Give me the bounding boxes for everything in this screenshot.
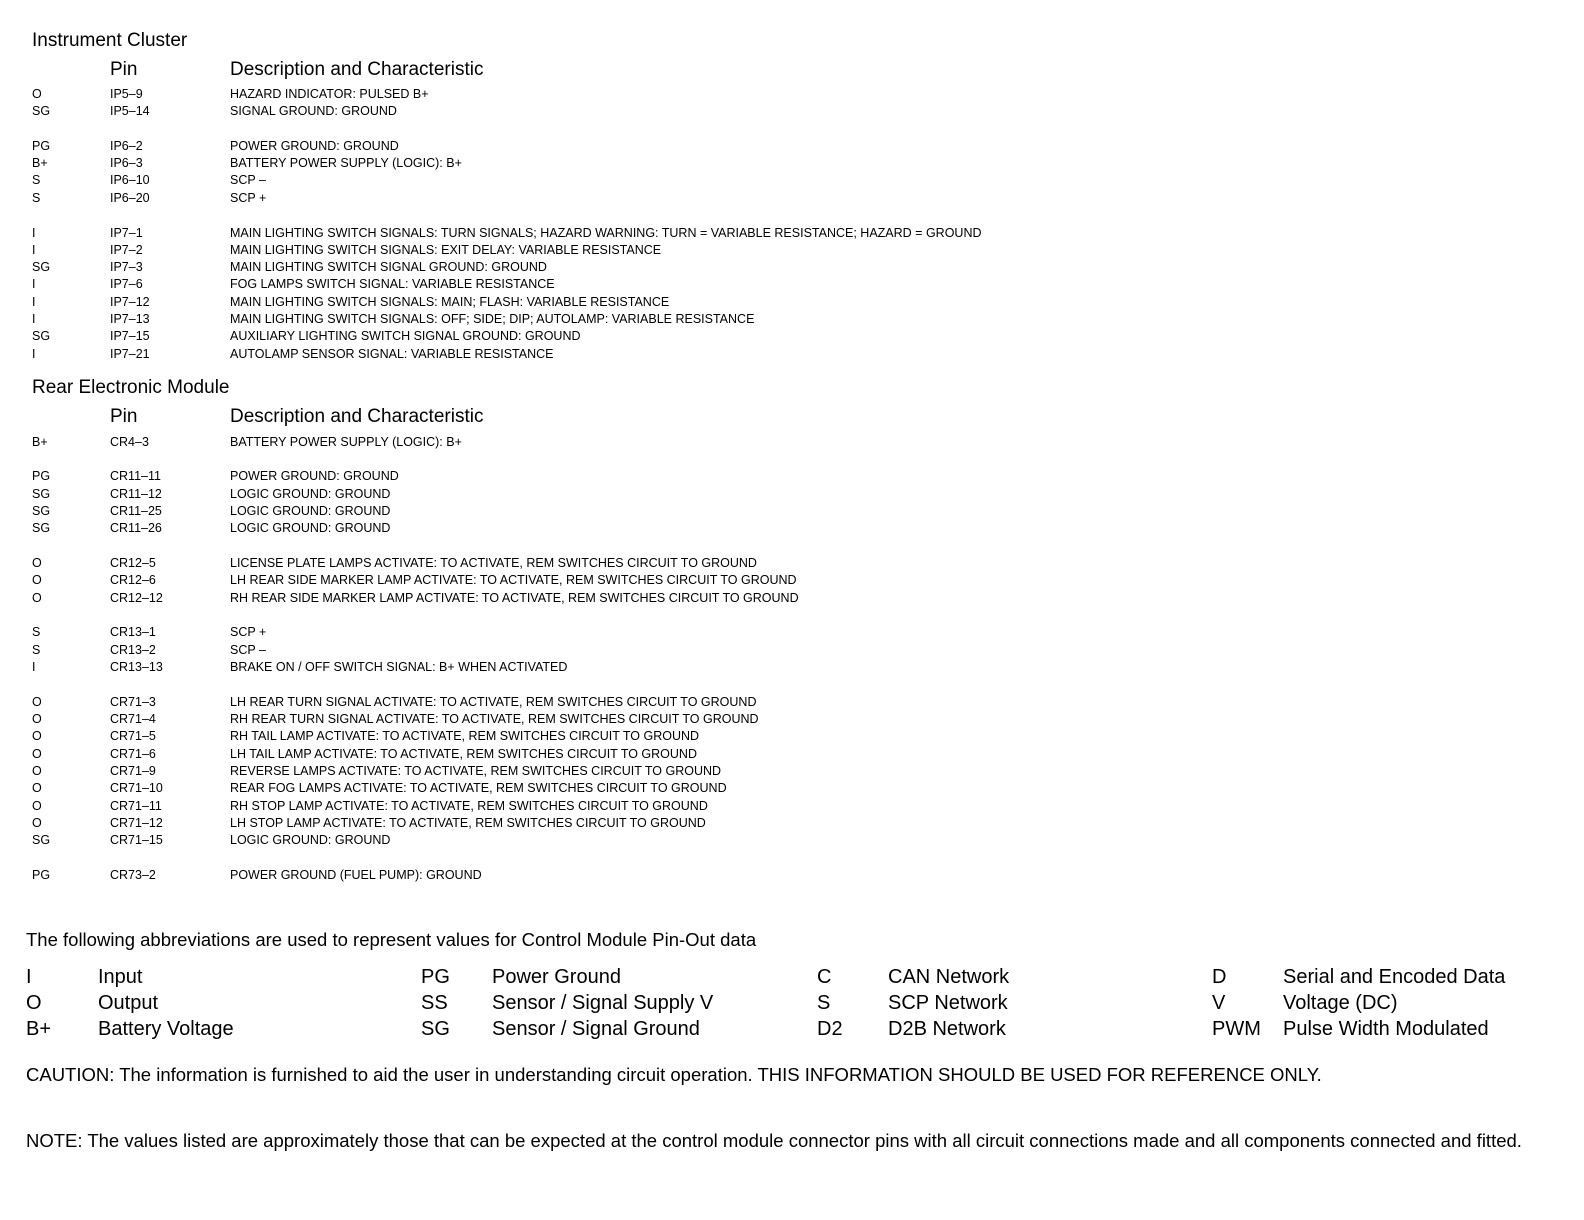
table-row	[0, 468, 1584, 485]
table-row	[0, 642, 1584, 659]
table-row	[0, 590, 1584, 607]
pin-description: HAZARD INDICATOR: PULSED B+	[230, 87, 429, 101]
pin-id: IP7–15	[110, 329, 150, 343]
signal-type: S	[32, 625, 41, 639]
abbreviation-code: D	[1212, 966, 1227, 988]
table-row	[0, 225, 1584, 242]
pin-description: POWER GROUND (FUEL PUMP): GROUND	[230, 868, 482, 882]
table-row	[0, 294, 1584, 311]
abbreviation-code: O	[26, 992, 42, 1014]
pin-id: CR71–10	[110, 781, 163, 795]
signal-type: I	[32, 347, 36, 361]
signal-type: PG	[32, 868, 51, 882]
pin-id: IP6–20	[110, 191, 150, 205]
abbreviations-intro: The following abbreviations are used to represent values for Control Module Pin-Out data	[26, 929, 757, 950]
table-row	[0, 572, 1584, 589]
pin-id: IP7–6	[110, 277, 143, 291]
pin-id: CR73–2	[110, 868, 156, 882]
table-row	[0, 555, 1584, 572]
pin-description: RH TAIL LAMP ACTIVATE: TO ACTIVATE, REM SWITCHES CIRCUIT TO GROUND	[230, 729, 700, 743]
signal-type: B+	[32, 435, 48, 449]
signal-type: B+	[32, 156, 48, 170]
abbreviation-code: V	[1212, 992, 1226, 1014]
signal-type: I	[32, 295, 36, 309]
signal-type: SG	[32, 833, 51, 847]
table-row	[0, 798, 1584, 815]
abbreviation-code: B+	[26, 1018, 52, 1040]
table-row	[0, 276, 1584, 293]
table-row	[0, 434, 1584, 451]
abbreviation-code: PG	[421, 966, 450, 988]
pin-id: IP7–2	[110, 243, 143, 257]
pin-description: RH STOP LAMP ACTIVATE: TO ACTIVATE, REM SWITCHES CIRCUIT TO GROUND	[230, 799, 708, 813]
signal-type: SG	[32, 329, 51, 343]
signal-type: SG	[32, 521, 51, 535]
table-row	[0, 711, 1584, 728]
signal-type: I	[32, 660, 36, 674]
pin-id: CR11–11	[110, 469, 161, 483]
abbreviation-code: PWM	[1212, 1018, 1261, 1040]
pin-description: LOGIC GROUND: GROUND	[230, 521, 391, 535]
section-title-instrument-cluster: Instrument Cluster	[32, 30, 188, 51]
pin-id: CR71–15	[110, 833, 163, 847]
signal-type: O	[32, 764, 42, 778]
table-row	[0, 780, 1584, 797]
table-row	[0, 486, 1584, 503]
note-text: NOTE: The values listed are approximately those that can be expected at the control module connector pins with all circuit connections made and all components connected and fitted.	[26, 1130, 1522, 1151]
table-row	[0, 346, 1584, 363]
table-row	[0, 694, 1584, 711]
signal-type: S	[32, 191, 41, 205]
signal-type: O	[32, 781, 42, 795]
table-row	[0, 815, 1584, 832]
abbreviation-meaning: Sensor / Signal Ground	[492, 1018, 700, 1040]
signal-type: SG	[32, 504, 51, 518]
pin-description: MAIN LIGHTING SWITCH SIGNALS: EXIT DELAY: VARIABLE RESISTANCE	[230, 243, 662, 257]
pin-description: LOGIC GROUND: GROUND	[230, 504, 391, 518]
pin-id: CR71–9	[110, 764, 156, 778]
signal-type: I	[32, 243, 36, 257]
caution-text: CAUTION: The information is furnished to aid the user in understanding circuit operation. THIS INFORMATION SHOULD BE USED FOR REFERENCE ONLY.	[26, 1064, 1322, 1085]
pin-id: IP7–12	[110, 295, 150, 309]
pin-description: LOGIC GROUND: GROUND	[230, 487, 391, 501]
table-row	[0, 728, 1584, 745]
abbreviation-meaning: Input	[98, 966, 143, 988]
pin-id: CR71–12	[110, 816, 163, 830]
pin-description: POWER GROUND: GROUND	[230, 139, 399, 153]
pin-description: LH TAIL LAMP ACTIVATE: TO ACTIVATE, REM SWITCHES CIRCUIT TO GROUND	[230, 747, 697, 761]
pin-description: AUXILIARY LIGHTING SWITCH SIGNAL GROUND: GROUND	[230, 329, 581, 343]
pin-id: IP6–10	[110, 173, 150, 187]
table-row	[0, 763, 1584, 780]
table-row	[0, 172, 1584, 189]
signal-type: O	[32, 712, 42, 726]
abbreviation-code: D2	[817, 1018, 843, 1040]
pin-description: MAIN LIGHTING SWITCH SIGNAL GROUND: GROUND	[230, 260, 547, 274]
pin-description: POWER GROUND: GROUND	[230, 469, 399, 483]
pin-id: CR12–5	[110, 556, 156, 570]
signal-type: O	[32, 799, 42, 813]
signal-type: O	[32, 747, 42, 761]
pin-id: CR71–11	[110, 799, 162, 813]
pin-id: IP6–2	[110, 139, 143, 153]
pin-id: IP5–9	[110, 87, 143, 101]
pin-description: REAR FOG LAMPS ACTIVATE: TO ACTIVATE, REM SWITCHES CIRCUIT TO GROUND	[230, 781, 727, 795]
signal-type: SG	[32, 487, 51, 501]
signal-type: O	[32, 87, 42, 101]
table-row	[0, 746, 1584, 763]
table-row	[0, 155, 1584, 172]
pin-description: SIGNAL GROUND: GROUND	[230, 104, 397, 118]
abbreviation-meaning: Serial and Encoded Data	[1283, 966, 1506, 988]
pin-description: SCP +	[230, 191, 267, 205]
pin-description: RH REAR SIDE MARKER LAMP ACTIVATE: TO ACTIVATE, REM SWITCHES CIRCUIT TO GROUND	[230, 591, 799, 605]
table-row	[0, 624, 1584, 641]
abbreviation-meaning: Power Ground	[492, 966, 621, 988]
description-column-header: Description and Characteristic	[230, 406, 484, 427]
table-row	[0, 242, 1584, 259]
signal-type: S	[32, 173, 41, 187]
pin-description: MAIN LIGHTING SWITCH SIGNALS: OFF; SIDE; DIP; AUTOLAMP: VARIABLE RESISTANCE	[230, 312, 755, 326]
abbreviation-meaning: CAN Network	[888, 966, 1010, 988]
signal-type: O	[32, 556, 42, 570]
pin-description: REVERSE LAMPS ACTIVATE: TO ACTIVATE, REM SWITCHES CIRCUIT TO GROUND	[230, 764, 722, 778]
pin-id: CR71–5	[110, 729, 156, 743]
pin-id: CR13–1	[110, 625, 156, 639]
pin-description: BATTERY POWER SUPPLY (LOGIC): B+	[230, 435, 462, 449]
signal-type: O	[32, 729, 42, 743]
pin-description: LH REAR TURN SIGNAL ACTIVATE: TO ACTIVATE, REM SWITCHES CIRCUIT TO GROUND	[230, 695, 757, 709]
pin-description: LICENSE PLATE LAMPS ACTIVATE: TO ACTIVATE, REM SWITCHES CIRCUIT TO GROUND	[230, 556, 757, 570]
pin-description: BRAKE ON / OFF SWITCH SIGNAL: B+ WHEN ACTIVATED	[230, 660, 568, 674]
signal-type: SG	[32, 260, 51, 274]
abbreviation-meaning: Output	[98, 992, 159, 1014]
pin-description: AUTOLAMP SENSOR SIGNAL: VARIABLE RESISTANCE	[230, 347, 554, 361]
pin-id: CR11–12	[110, 487, 162, 501]
signal-type: SG	[32, 104, 51, 118]
pin-id: IP5–14	[110, 104, 150, 118]
pin-description: LH REAR SIDE MARKER LAMP ACTIVATE: TO ACTIVATE, REM SWITCHES CIRCUIT TO GROUND	[230, 573, 797, 587]
pin-description: MAIN LIGHTING SWITCH SIGNALS: MAIN; FLASH: VARIABLE RESISTANCE	[230, 295, 670, 309]
abbreviation-meaning: D2B Network	[888, 1018, 1006, 1040]
signal-type: O	[32, 591, 42, 605]
abbreviation-meaning: Pulse Width Modulated	[1283, 1018, 1489, 1040]
pin-id: CR71–4	[110, 712, 156, 726]
table-row	[0, 259, 1584, 276]
pin-id: IP7–3	[110, 260, 143, 274]
abbreviation-code: S	[817, 992, 831, 1014]
table-row	[0, 832, 1584, 849]
abbreviation-code: SG	[421, 1018, 450, 1040]
pin-id: CR12–6	[110, 573, 156, 587]
signal-type: O	[32, 816, 42, 830]
signal-type: I	[32, 226, 36, 240]
table-row	[0, 86, 1584, 103]
section-title-rear-electronic-module: Rear Electronic Module	[32, 377, 230, 398]
table-row	[0, 311, 1584, 328]
pin-description: SCP +	[230, 625, 267, 639]
table-row	[0, 328, 1584, 345]
pin-description: RH REAR TURN SIGNAL ACTIVATE: TO ACTIVATE, REM SWITCHES CIRCUIT TO GROUND	[230, 712, 759, 726]
pin-description: BATTERY POWER SUPPLY (LOGIC): B+	[230, 156, 462, 170]
pin-id: CR13–2	[110, 643, 156, 657]
pin-description: FOG LAMPS SWITCH SIGNAL: VARIABLE RESISTANCE	[230, 277, 555, 291]
table-row	[0, 659, 1584, 676]
signal-type: O	[32, 573, 42, 587]
abbreviation-code: I	[26, 966, 32, 988]
pin-id: CR4–3	[110, 435, 149, 449]
signal-type: PG	[32, 139, 51, 153]
abbreviation-meaning: Voltage (DC)	[1283, 992, 1398, 1014]
pin-description: SCP –	[230, 173, 266, 187]
signal-type: O	[32, 695, 42, 709]
pin-id: IP7–13	[110, 312, 150, 326]
table-row	[0, 138, 1584, 155]
abbreviation-meaning: Battery Voltage	[98, 1018, 234, 1040]
pin-column-header: Pin	[110, 59, 138, 80]
table-row	[0, 520, 1584, 537]
pin-description: LOGIC GROUND: GROUND	[230, 833, 391, 847]
signal-type: S	[32, 643, 41, 657]
pin-id: CR71–3	[110, 695, 156, 709]
pin-description: LH STOP LAMP ACTIVATE: TO ACTIVATE, REM SWITCHES CIRCUIT TO GROUND	[230, 816, 706, 830]
pin-description: SCP –	[230, 643, 266, 657]
abbreviation-code: SS	[421, 992, 448, 1014]
pin-id: CR12–12	[110, 591, 163, 605]
pin-id: IP7–1	[110, 226, 143, 240]
signal-type: I	[32, 312, 36, 326]
pin-id: CR11–25	[110, 504, 162, 518]
table-row	[0, 867, 1584, 884]
pin-id: CR11–26	[110, 521, 162, 535]
pin-column-header: Pin	[110, 406, 138, 427]
pin-description: MAIN LIGHTING SWITCH SIGNALS: TURN SIGNALS; HAZARD WARNING: TURN = VARIABLE RESISTANCE; HAZARD = GROUND	[230, 226, 982, 240]
table-row	[0, 103, 1584, 120]
table-row	[0, 503, 1584, 520]
pin-id: IP7–21	[110, 347, 150, 361]
abbreviation-meaning: Sensor / Signal Supply V	[492, 992, 714, 1014]
pin-id: CR13–13	[110, 660, 163, 674]
pin-id: IP6–3	[110, 156, 143, 170]
abbreviation-code: C	[817, 966, 832, 988]
description-column-header: Description and Characteristic	[230, 59, 484, 80]
signal-type: PG	[32, 469, 51, 483]
pin-id: CR71–6	[110, 747, 156, 761]
table-row	[0, 190, 1584, 207]
signal-type: I	[32, 277, 36, 291]
abbreviation-meaning: SCP Network	[888, 992, 1008, 1014]
